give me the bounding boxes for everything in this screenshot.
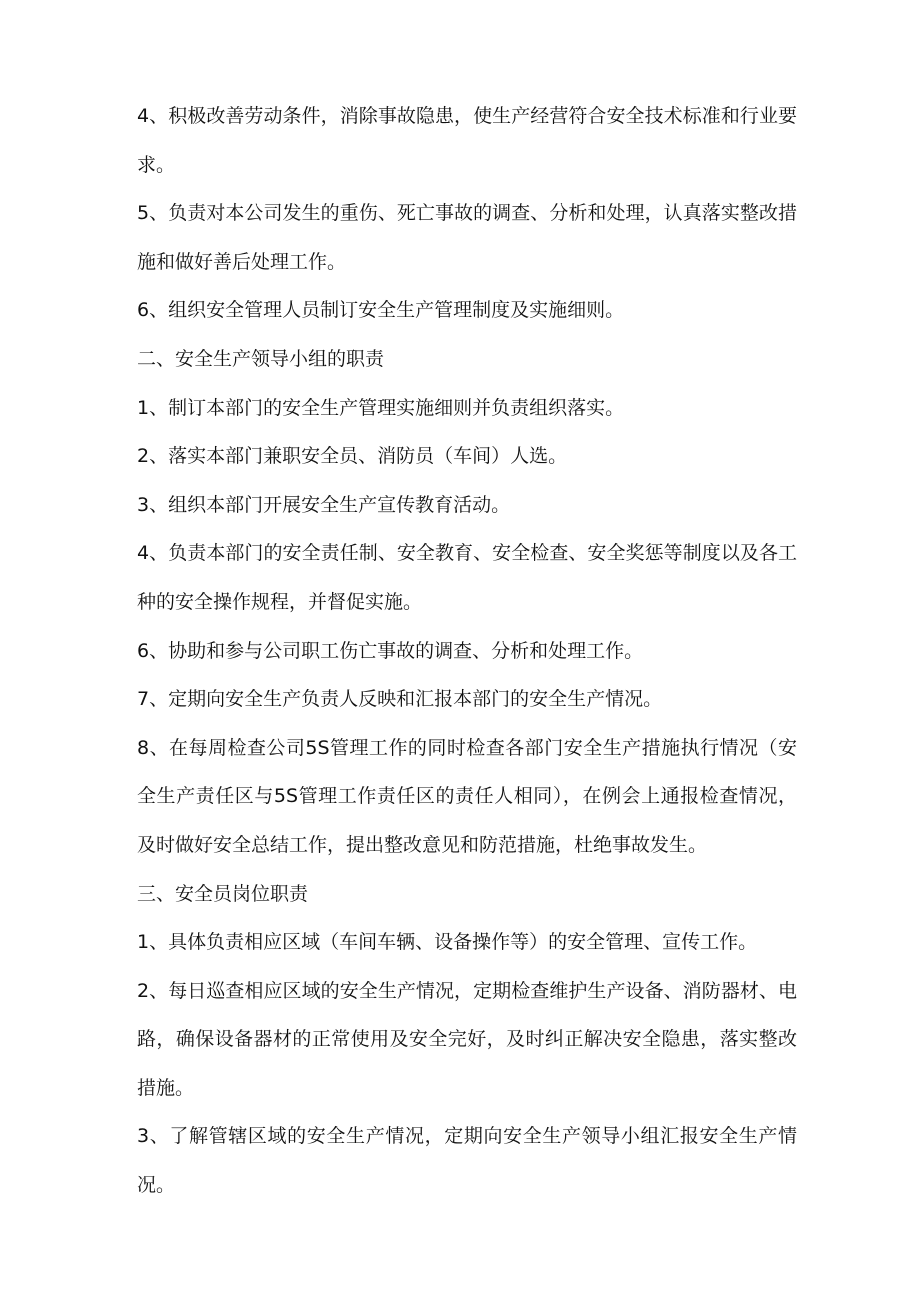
duty-item-4-improve-conditions: 4、积极改善劳动条件，消除事故隐患，使生产经营符合安全技术标准和行业要求。 [137,105,797,176]
leadership-item-2: 2、落实本部门兼职安全员、消防员（车间）人选。 [137,445,568,468]
duty-item-6-regulations: 6、组织安全管理人员制订安全生产管理制度及实施细则。 [137,299,625,322]
leadership-item-1: 1、制订本部门的安全生产管理实施细则并负责组织落实。 [137,396,625,419]
officer-item-3: 3、了解管辖区域的安全生产情况，定期向安全生产领导小组汇报安全生产情况。 [137,1125,797,1197]
officer-item-2: 2、每日巡查相应区域的安全生产情况，定期检查维护生产设备、消防器材、电路，确保设备器材的正常使用及安全完好，及时纠正解决安全隐患，落实整改措施。 [137,979,797,1099]
section-heading-safety-officer: 三、安全员岗位职责 [137,882,309,905]
officer-item-1: 1、具体负责相应区域（车间车辆、设备操作等）的安全管理、宣传工作。 [137,931,758,954]
duty-item-5-accident-handling: 5、负责对本公司发生的重伤、死亡事故的调查、分析和处理，认真落实整改措施和做好善后处理工作。 [137,202,797,273]
leadership-item-6: 6、协助和参与公司职工伤亡事故的调查、分析和处理工作。 [137,639,644,662]
leadership-item-7: 7、定期向安全生产负责人反映和汇报本部门的安全生产情况。 [137,688,663,711]
document-body [137,92,797,1210]
leadership-item-4: 4、负责本部门的安全责任制、安全教育、安全检查、安全奖惩等制度以及各工种的安全操作规程，并督促实施。 [137,542,797,613]
section-heading-leadership-group: 二、安全生产领导小组的职责 [137,347,385,370]
leadership-item-8: 8、在每周检查公司5S管理工作的同时检查各部门安全生产措施执行情况（安全生产责任区与5S管理工作责任区的责任人相同），在例会上通报检查情况，及时做好安全总结工作，提出整改意见和防范措施，杜绝事故发生。 [137,736,797,856]
leadership-item-3: 3、组织本部门开展安全生产宣传教育活动。 [137,493,511,516]
